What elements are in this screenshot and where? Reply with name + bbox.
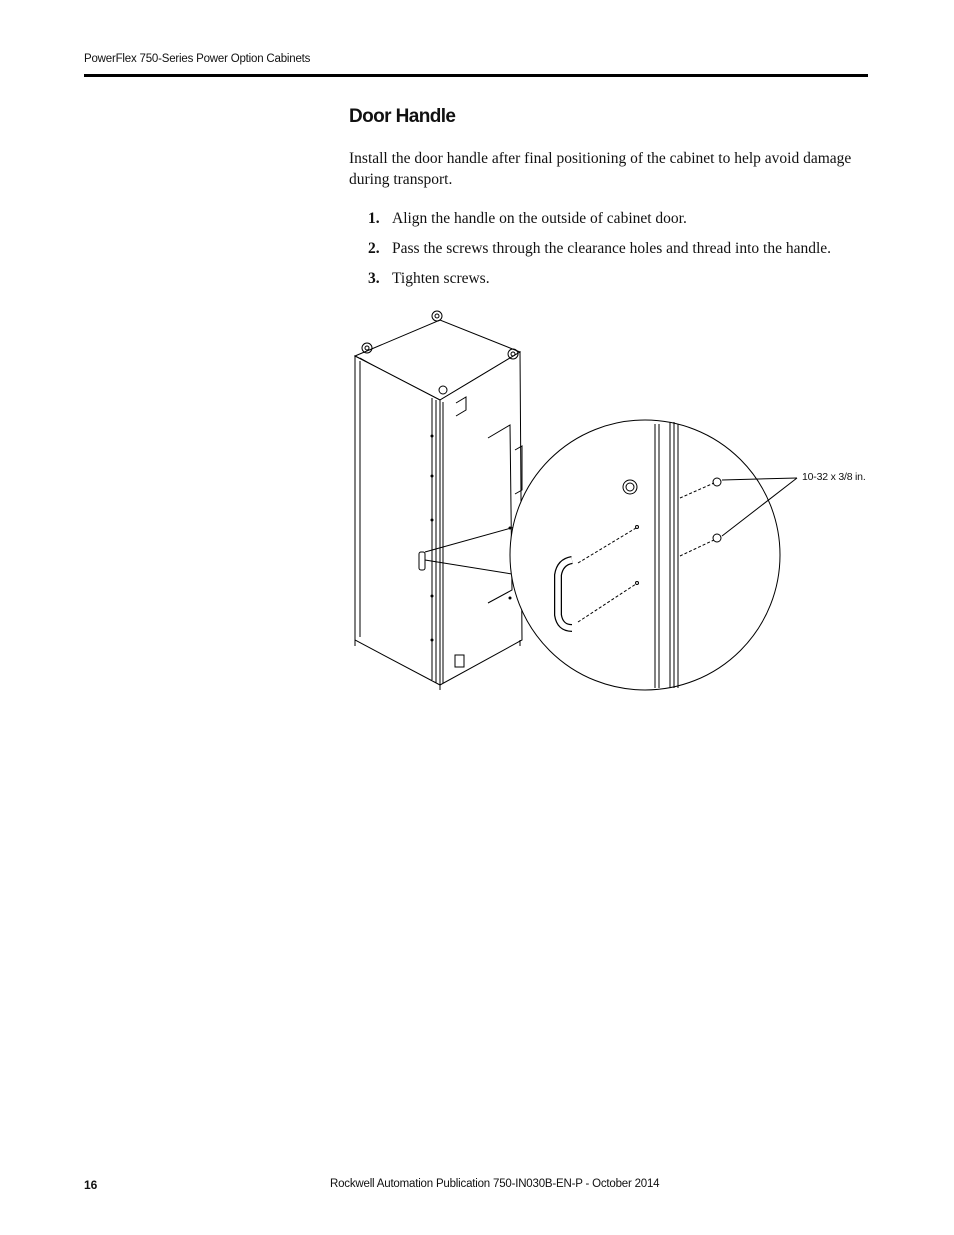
step-text: Align the handle on the outside of cabinet door. bbox=[392, 210, 687, 227]
page-number: 16 bbox=[84, 1178, 98, 1192]
step-text: Tighten screws. bbox=[392, 270, 490, 287]
step-list bbox=[349, 208, 874, 298]
intro-paragraph: Install the door handle after final positioning of the cabinet to help avoid damage during transport. bbox=[349, 150, 852, 188]
step-item bbox=[349, 238, 874, 268]
step-text: Pass the screws through the clearance holes and thread into the handle. bbox=[392, 240, 832, 257]
header-rule bbox=[84, 74, 868, 77]
step-number: 1. bbox=[368, 210, 380, 227]
publication-info: Rockwell Automation Publication 750-IN030B-EN-P - October 2014 bbox=[330, 1178, 660, 1190]
step-number: 3. bbox=[368, 270, 380, 287]
screw-callout-label: 10-32 x 3/8 in. bbox=[802, 471, 866, 483]
zoom-detail-circle bbox=[510, 420, 780, 690]
cabinet-drawing bbox=[355, 311, 522, 690]
section-title: Door Handle bbox=[349, 106, 456, 127]
header-title: PowerFlex 750-Series Power Option Cabinets bbox=[84, 53, 311, 65]
step-item bbox=[349, 208, 874, 238]
step-item bbox=[349, 268, 874, 298]
door-handle-illustration bbox=[340, 300, 880, 700]
step-number: 2. bbox=[368, 240, 380, 257]
